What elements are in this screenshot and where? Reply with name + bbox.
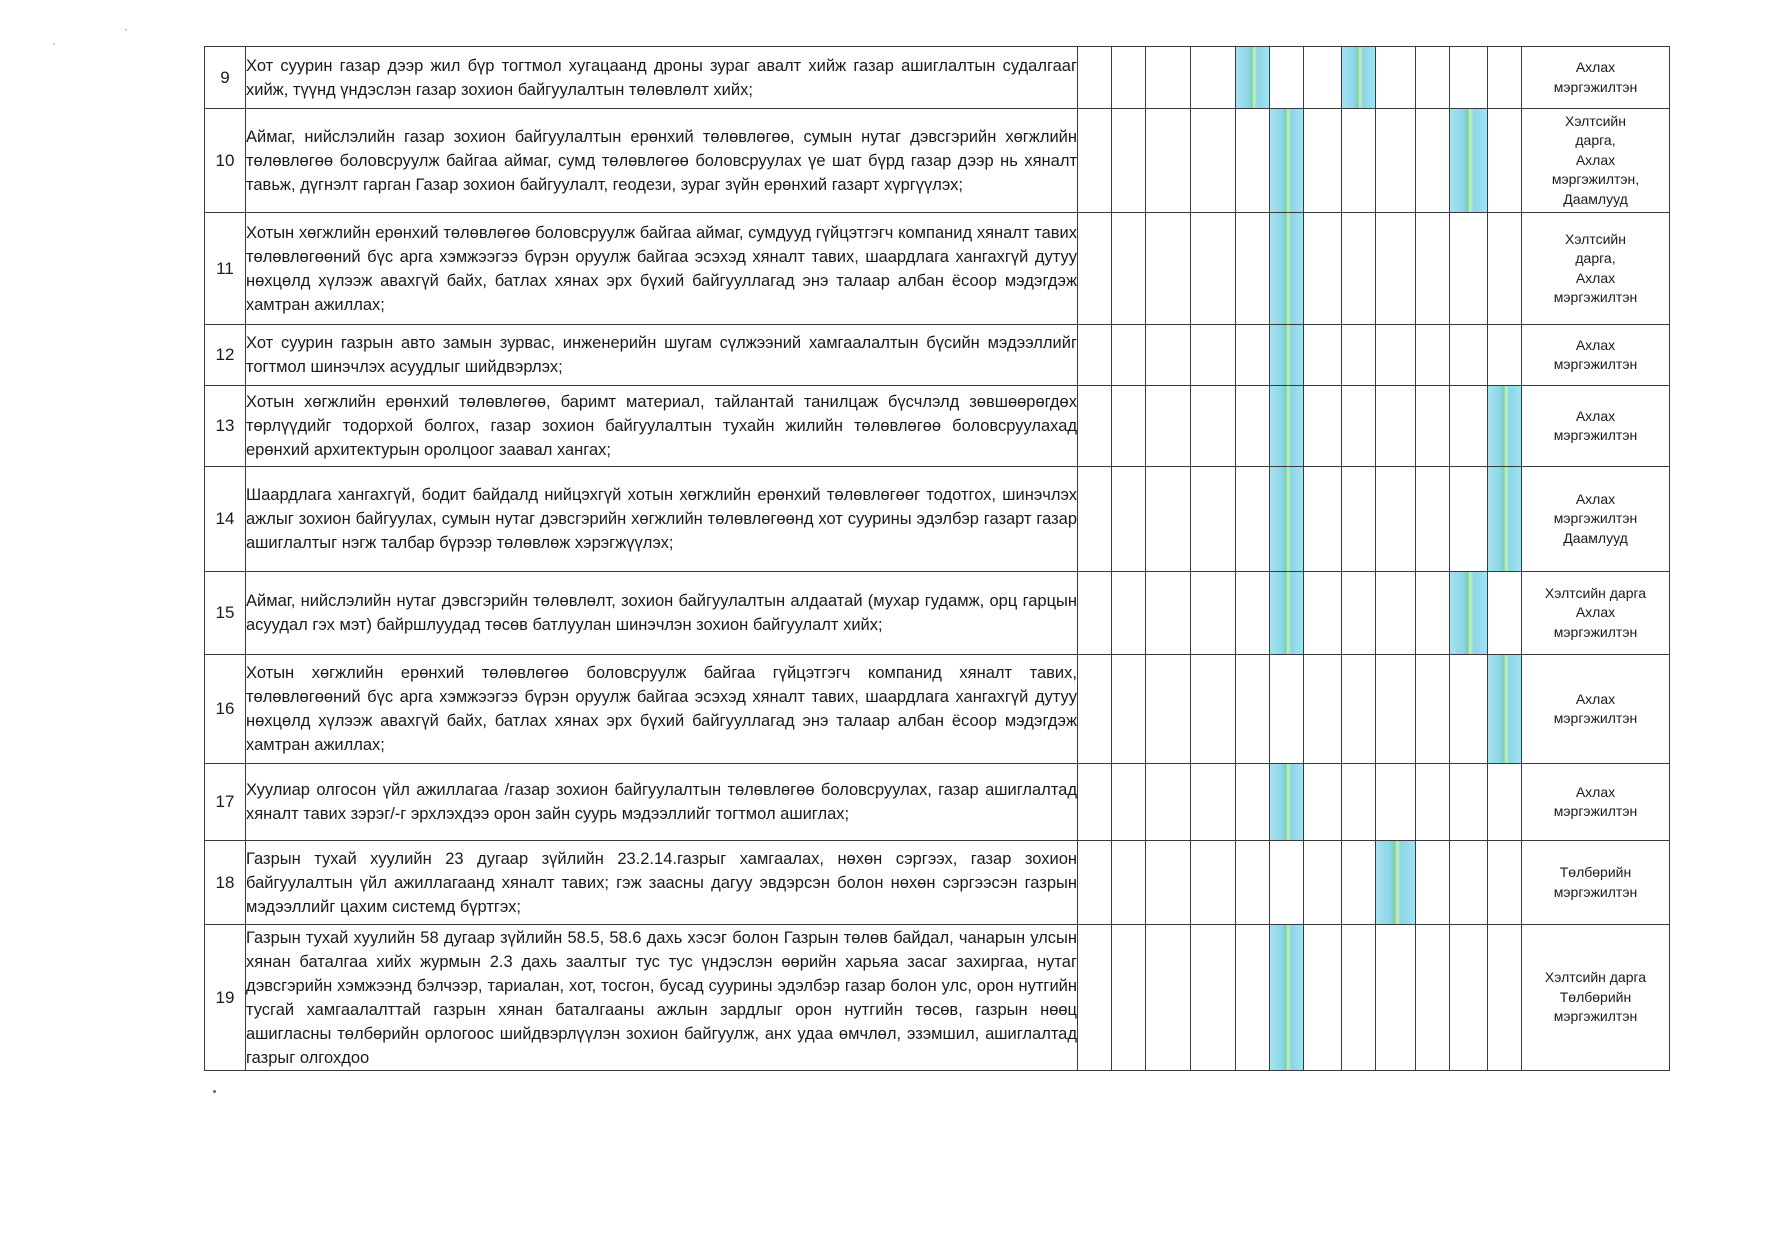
schedule-cell (1342, 925, 1376, 1071)
schedule-cell (1376, 213, 1416, 325)
schedule-cell (1416, 386, 1450, 467)
schedule-cell-highlighted (1270, 764, 1304, 841)
table-row (205, 213, 1670, 325)
schedule-cell (1191, 467, 1236, 572)
schedule-cell (1376, 925, 1416, 1071)
schedule-cell (1191, 572, 1236, 655)
row-number: 18 (205, 841, 246, 925)
table-row (205, 325, 1670, 386)
schedule-cell (1146, 655, 1191, 764)
schedule-cell (1376, 386, 1416, 467)
schedule-cell (1450, 925, 1488, 1071)
schedule-cell (1488, 213, 1522, 325)
responsible-line: мэргэжилтэн (1553, 510, 1638, 527)
responsible-line: Ахлах (1575, 690, 1616, 707)
responsible-line: Хэлтсийн дарга (1544, 969, 1647, 986)
schedule-cell (1450, 213, 1488, 325)
row-number: 10 (205, 109, 246, 213)
row-number: 16 (205, 655, 246, 764)
responsible-line: Ахлах (1575, 490, 1616, 507)
responsible-party (1522, 925, 1670, 1071)
responsible-line: Төлбөрийн (1559, 864, 1632, 880)
schedule-cell (1191, 47, 1236, 109)
schedule-cell (1450, 325, 1488, 386)
schedule-cell (1146, 841, 1191, 925)
responsible-line: Ахлах (1575, 783, 1616, 800)
schedule-cell (1304, 47, 1342, 109)
responsible-party (1522, 213, 1670, 325)
row-number: 15 (205, 572, 246, 655)
schedule-cell (1450, 467, 1488, 572)
schedule-cell-highlighted (1488, 386, 1522, 467)
row-number: 19 (205, 925, 246, 1071)
task-description: Хуулиар олгосон үйл ажиллагаа /газар зохион байгуулалтын төлөвлөгөө боловсруулах, газар ашиглалтад хяналт тавих зэрэг/-г эрхлэхдээ орон зайн суурь мэдээллийг тогтмол ашиглах; (246, 764, 1078, 841)
task-description: Аймаг, нийслэлийн нутаг дэвсгэрийн төлөвлөлт, зохион байгуулалтын алдаатай (мухар гудамж, орц гарцын асуудал гэх мэт) байршлуудад төсөв батлуулан шинэчлэн зохион байгуулалт хийх; (246, 572, 1078, 655)
responsible-line: мэргэжилтэн, (1551, 171, 1640, 188)
responsible-line: дарга, (1575, 250, 1616, 266)
schedule-cell (1450, 841, 1488, 925)
schedule-cell (1342, 325, 1376, 386)
schedule-cell (1078, 325, 1112, 386)
responsible-line: Даамлууд (1563, 190, 1628, 207)
schedule-cell-highlighted (1488, 655, 1522, 764)
schedule-cell (1078, 841, 1112, 925)
schedule-cell (1450, 386, 1488, 467)
schedule-cell (1488, 841, 1522, 925)
schedule-cell (1112, 925, 1146, 1071)
schedule-cell (1342, 467, 1376, 572)
responsible-line: Ахлах (1575, 407, 1616, 424)
task-description: Газрын тухай хуулийн 23 дугаар зүйлийн 23.2.14.газрыг хамгаалах, нөхөн сэргээх, газар зохион байгуулалтын үйл ажиллагаанд хяналт тавих; гэж заасны дагуу эвдэрсэн болон нөхөн сэргээсэн газрын мэдээллийг цахим системд бүртгэх; (246, 841, 1078, 925)
responsible-line: мэргэжилтэн (1553, 356, 1638, 372)
plan-table (204, 46, 1670, 1071)
schedule-cell (1236, 109, 1270, 213)
schedule-cell (1304, 325, 1342, 386)
schedule-cell (1078, 213, 1112, 325)
schedule-cell (1342, 655, 1376, 764)
schedule-cell (1342, 764, 1376, 841)
task-description: Хот суурин газар дээр жил бүр тогтмол хугацаанд дроны зураг авалт хийж газар ашиглалтын судалгааг хийж, түүнд үндэслэн газар зохион байгуулалтын төлөвлөлт хийх; (246, 47, 1078, 109)
schedule-cell (1112, 325, 1146, 386)
schedule-cell-highlighted (1270, 213, 1304, 325)
schedule-cell (1376, 655, 1416, 764)
responsible-line: Ахлах (1575, 269, 1616, 286)
schedule-cell (1191, 841, 1236, 925)
schedule-cell (1146, 467, 1191, 572)
responsible-party (1522, 467, 1670, 572)
schedule-cell (1236, 841, 1270, 925)
table-row (205, 572, 1670, 655)
schedule-cell (1112, 764, 1146, 841)
table-row (205, 655, 1670, 764)
schedule-cell (1236, 325, 1270, 386)
table-row (205, 47, 1670, 109)
table-row (205, 109, 1670, 213)
responsible-line: мэргэжилтэн (1553, 803, 1638, 819)
row-number: 14 (205, 467, 246, 572)
responsible-line: мэргэжилтэн (1553, 623, 1638, 640)
schedule-cell (1488, 325, 1522, 386)
schedule-cell (1416, 325, 1450, 386)
row-number: 13 (205, 386, 246, 467)
table-row (205, 467, 1670, 572)
schedule-cell-highlighted (1270, 467, 1304, 572)
schedule-cell (1078, 47, 1112, 109)
schedule-cell (1416, 655, 1450, 764)
responsible-line: Хэлтсийн дарга (1544, 584, 1647, 601)
schedule-cell (1270, 655, 1304, 764)
row-number: 11 (205, 213, 246, 325)
schedule-cell (1146, 213, 1191, 325)
schedule-cell (1304, 841, 1342, 925)
schedule-cell (1416, 841, 1450, 925)
schedule-cell (1191, 925, 1236, 1071)
schedule-cell (1191, 213, 1236, 325)
schedule-cell (1270, 47, 1304, 109)
responsible-line: дарга, (1575, 132, 1616, 149)
schedule-cell (1236, 655, 1270, 764)
schedule-cell (1236, 925, 1270, 1071)
schedule-cell (1146, 325, 1191, 386)
schedule-cell (1304, 655, 1342, 764)
schedule-cell (1304, 925, 1342, 1071)
schedule-cell (1376, 572, 1416, 655)
task-description: Хот суурин газрын авто замын зурвас, инженерийн шугам сүлжээний хамгаалалтын бүсийн мэдээллийг тогтмол шинэчлэх асуудлыг шийдвэрлэх; (246, 325, 1078, 386)
task-description: Хотын хөгжлийн ерөнхий төлөвлөгөө, баримт материал, тайлантай танилцаж бүсчлэлд зөвшөөрөгдөх төрлүүдийг тодорхой болгох, газар зохион байгуулалтын тухайн жилийн төлөвлөгөө боловсруулахад ерөнхий архитектурын оролцоог заавал хангах; (246, 386, 1078, 467)
table-row (205, 925, 1670, 1071)
schedule-cell (1342, 841, 1376, 925)
schedule-cell (1376, 325, 1416, 386)
schedule-cell (1146, 47, 1191, 109)
schedule-cell (1488, 572, 1522, 655)
schedule-cell (1191, 655, 1236, 764)
row-number: 12 (205, 325, 246, 386)
responsible-party (1522, 109, 1670, 213)
responsible-line: Ахлах (1575, 59, 1616, 75)
schedule-cell (1078, 925, 1112, 1071)
schedule-cell (1304, 213, 1342, 325)
schedule-cell-highlighted (1376, 841, 1416, 925)
scan-speck (213, 1090, 216, 1093)
responsible-line: мэргэжилтэн (1553, 289, 1638, 305)
schedule-cell (1078, 655, 1112, 764)
schedule-cell-highlighted (1270, 386, 1304, 467)
schedule-cell (1488, 47, 1522, 109)
scan-speck: · (52, 36, 56, 50)
schedule-cell-highlighted (1488, 467, 1522, 572)
schedule-cell (1416, 572, 1450, 655)
schedule-cell (1304, 764, 1342, 841)
responsible-line: Ахлах (1575, 604, 1616, 621)
schedule-cell (1236, 764, 1270, 841)
schedule-cell (1450, 764, 1488, 841)
schedule-cell (1112, 655, 1146, 764)
responsible-line: мэргэжилтэн (1553, 1008, 1638, 1025)
table-row (205, 764, 1670, 841)
schedule-cell (1112, 47, 1146, 109)
schedule-cell (1078, 109, 1112, 213)
schedule-cell-highlighted (1270, 109, 1304, 213)
schedule-cell (1342, 109, 1376, 213)
schedule-cell (1488, 925, 1522, 1071)
responsible-party (1522, 325, 1670, 386)
responsible-party (1522, 47, 1670, 109)
schedule-cell (1236, 213, 1270, 325)
schedule-cell (1416, 213, 1450, 325)
row-number: 9 (205, 47, 246, 109)
schedule-cell (1078, 386, 1112, 467)
responsible-party (1522, 841, 1670, 925)
responsible-line: мэргэжилтэн (1553, 427, 1638, 443)
schedule-cell (1078, 572, 1112, 655)
schedule-cell (1146, 925, 1191, 1071)
responsible-line: Хэлтсийн (1565, 230, 1626, 247)
schedule-cell (1146, 386, 1191, 467)
schedule-cell (1078, 467, 1112, 572)
responsible-party (1522, 655, 1670, 764)
schedule-cell (1304, 109, 1342, 213)
schedule-cell (1416, 764, 1450, 841)
schedule-cell (1112, 572, 1146, 655)
task-description: Хотын хөгжлийн ерөнхий төлөвлөгөө боловсруулж байгаа аймаг, сумдууд гүйцэтгэгч компанид хяналт тавих төлөвлөгөөний бүс арга хэмжээгээ бүрэн оруулж байгаа эсэхэд хяналт тавих, шаардлага хангахгүй дутуу нөхцөлд хүлээж авахгүй байх, батлах хянах эрх бүхий байгууллагад энэ талаар албан ёсоор мэдэгдэж хамтран ажиллах; (246, 213, 1078, 325)
schedule-cell (1191, 109, 1236, 213)
table-row (205, 386, 1670, 467)
responsible-line: Ахлах (1575, 336, 1616, 353)
responsible-party (1522, 386, 1670, 467)
table-row (205, 841, 1670, 925)
schedule-cell (1376, 764, 1416, 841)
schedule-cell (1342, 386, 1376, 467)
schedule-cell-highlighted (1450, 572, 1488, 655)
schedule-cell (1342, 572, 1376, 655)
schedule-cell (1236, 572, 1270, 655)
schedule-cell (1236, 467, 1270, 572)
schedule-cell (1488, 109, 1522, 213)
schedule-cell-highlighted (1270, 325, 1304, 386)
table-body (205, 47, 1670, 1071)
schedule-cell (1112, 467, 1146, 572)
schedule-cell (1304, 572, 1342, 655)
schedule-cell (1112, 109, 1146, 213)
responsible-line: мэргэжилтэн (1553, 78, 1638, 95)
schedule-cell (1146, 764, 1191, 841)
schedule-cell (1416, 467, 1450, 572)
schedule-cell (1191, 764, 1236, 841)
schedule-cell (1112, 213, 1146, 325)
schedule-cell-highlighted (1450, 109, 1488, 213)
schedule-cell (1416, 109, 1450, 213)
task-description: Хотын хөгжлийн ерөнхий төлөвлөгөө боловсруулж байгаа гүйцэтгэгч компанид хяналт тавих, төлөвлөгөөний бүс арга хэмжээгээ бүрэн оруулж байгаа эсэхэд хяналт тавих, шаардлага хангахгүй дутуу нөхцөлд хүлээж авахгүй байх, батлах хянах эрх бүхий байгууллагад энэ талаар албан ёсоор мэдэгдэж хамтран ажиллах; (246, 655, 1078, 764)
schedule-cell (1450, 655, 1488, 764)
schedule-cell-highlighted (1236, 47, 1270, 109)
schedule-cell (1304, 467, 1342, 572)
schedule-cell (1191, 325, 1236, 386)
schedule-cell (1236, 386, 1270, 467)
responsible-line: Хэлтсийн (1565, 112, 1626, 129)
task-description: Аймаг, нийслэлийн газар зохион байгуулалтын ерөнхий төлөвлөгөө, сумын нутаг дэвсгэрийн хөгжлийн төлөвлөгөө боловсруулж байгаа аймаг, сумд төлөвлөгөө боловсруулах үе шат бүрд газар дээр нь хяналт тавьж, дүгнэлт гарган Газар зохион байгуулалт, геодези, зураг зүйн ерөнхий газарт хүргүүлэх; (246, 109, 1078, 213)
scan-speck: · (124, 22, 128, 36)
schedule-cell (1416, 47, 1450, 109)
schedule-cell (1078, 764, 1112, 841)
schedule-cell-highlighted (1342, 47, 1376, 109)
responsible-line: Төлбөрийн (1559, 988, 1632, 1005)
responsible-line: мэргэжилтэн (1553, 710, 1638, 726)
schedule-cell (1450, 47, 1488, 109)
responsible-line: мэргэжилтэн (1553, 883, 1638, 900)
schedule-cell (1488, 764, 1522, 841)
responsible-party (1522, 764, 1670, 841)
schedule-cell-highlighted (1270, 572, 1304, 655)
schedule-cell (1376, 109, 1416, 213)
schedule-cell (1146, 109, 1191, 213)
schedule-cell (1416, 925, 1450, 1071)
schedule-cell (1112, 841, 1146, 925)
responsible-line: Даамлууд (1563, 529, 1628, 546)
schedule-cell-highlighted (1270, 925, 1304, 1071)
responsible-line: Ахлах (1575, 151, 1616, 168)
schedule-cell (1342, 213, 1376, 325)
schedule-cell (1191, 386, 1236, 467)
schedule-cell (1376, 47, 1416, 109)
schedule-cell (1304, 386, 1342, 467)
schedule-cell (1376, 467, 1416, 572)
responsible-party (1522, 572, 1670, 655)
schedule-cell (1146, 572, 1191, 655)
task-description: Газрын тухай хуулийн 58 дугаар зүйлийн 58.5, 58.6 дахь хэсэг болон Газрын төлөв байдал, чанарын улсын хянан баталгаа хийх журмын 2.3 дахь заалтыг тус тус үндэслэн өөрийн харьяа засаг захиргаа, нутаг дэвсгэрийн хэмжээнд бэлчээр, тариалан, хот, тосгон, бусад суурины эдэлбэр газар болон улс, орон нутгийн тусгай хамгаалалттай газрын хянан баталгааны ажлын зардлыг орон нутгийн төсөв, газрын нөөц ашигласны төлбөрийн орлогоос шийдвэрлүүлэн зохион байгуулж, анх удаа өмчлөл, эзэмшил, ашиглалтад газрыг олгохдоо (246, 925, 1078, 1071)
task-description: Шаардлага хангахгүй, бодит байдалд нийцэхгүй хотын хөгжлийн ерөнхий төлөвлөгөөг тодотгох, шинэчлэх ажлыг зохион байгуулах, сумын нутаг дэвсгэрийн хөгжлийн төлөвлөгөөнд хот суурины эдэлбэр газарт газар ашиглалтыг нэгж талбар бүрээр төлөвлөж хэрэгжүүлэх; (246, 467, 1078, 572)
row-number: 17 (205, 764, 246, 841)
schedule-cell (1270, 841, 1304, 925)
schedule-cell (1112, 386, 1146, 467)
